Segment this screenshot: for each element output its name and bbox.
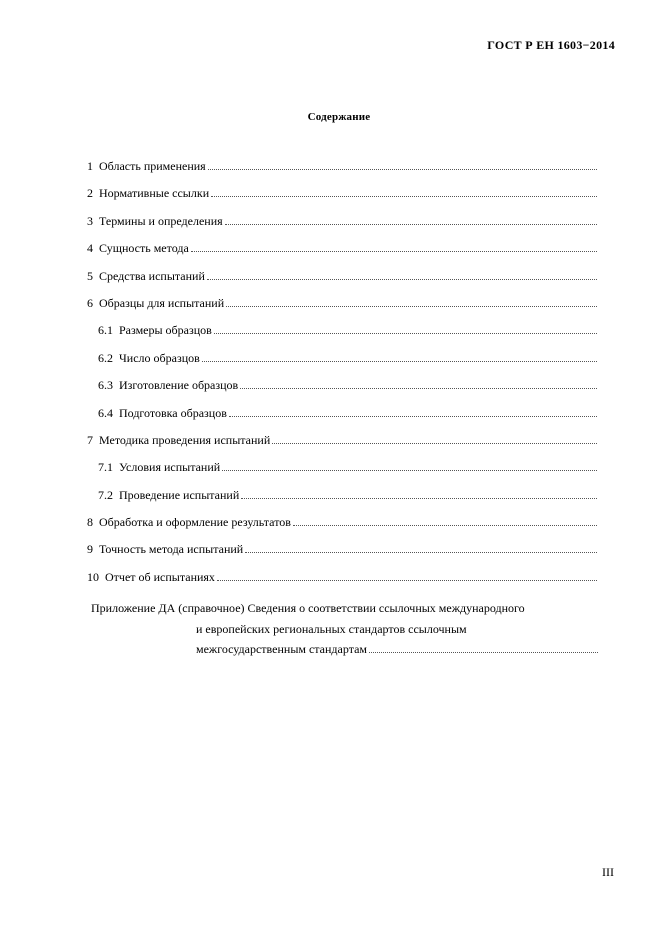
- toc-item-number: 7.1: [98, 460, 113, 475]
- dot-leader: [225, 215, 597, 225]
- page-number: III: [602, 865, 614, 879]
- toc-item-label: Изготовление образцов: [119, 378, 239, 393]
- toc-item-number: 1: [87, 159, 93, 173]
- toc-item-number: 3: [87, 213, 93, 228]
- toc-item-number: 6.4: [98, 405, 113, 420]
- dot-leader: [211, 187, 597, 197]
- appendix-line-1: [91, 598, 598, 619]
- toc-item-number: 2: [87, 186, 93, 201]
- dot-leader: [191, 242, 597, 252]
- toc-item-3[interactable]: [87, 214, 597, 241]
- toc-item-label: Нормативные ссылки: [99, 186, 210, 201]
- toc-item-number: 6.2: [98, 350, 113, 365]
- appendix-title-end: межгосударственным стандартам: [196, 642, 368, 656]
- toc-item-label: Отчет об испытаниях: [105, 569, 215, 584]
- toc-item-number: 7.2: [98, 487, 113, 502]
- toc-item-4[interactable]: [87, 241, 597, 268]
- toc-item-label: Область применения: [99, 159, 206, 173]
- toc-item-number: 10: [87, 569, 99, 584]
- toc-item-label: Термины и определения: [99, 213, 223, 228]
- toc-item-2[interactable]: [87, 186, 597, 213]
- toc-item-5[interactable]: [87, 269, 597, 296]
- dot-leader: [369, 643, 598, 653]
- appendix-line-3: [91, 639, 598, 660]
- toc-item-number: 8: [87, 515, 93, 530]
- toc-item-label: Образцы для испытаний: [99, 295, 225, 310]
- appendix-title: Приложение ДА (справочное) Сведения о соответствии ссылочных международного: [91, 601, 525, 615]
- toc-item-1[interactable]: [87, 159, 597, 186]
- toc-item-label: Число образцов: [119, 350, 200, 365]
- dot-leader: [240, 379, 597, 389]
- table-of-contents: [87, 159, 597, 597]
- dot-leader: [217, 571, 597, 581]
- toc-item-7[interactable]: [87, 433, 597, 460]
- toc-item-6[interactable]: [87, 296, 597, 323]
- toc-item-appendix[interactable]: [91, 598, 598, 660]
- toc-item-number: 7: [87, 432, 93, 447]
- dot-leader: [222, 461, 597, 471]
- toc-item-label: Обработка и оформление результатов: [99, 515, 291, 530]
- dot-leader: [208, 160, 597, 170]
- toc-item-label: Методика проведения испытаний: [99, 432, 271, 447]
- toc-item-number: 6: [87, 295, 93, 310]
- dot-leader: [202, 352, 597, 362]
- toc-item-number: 5: [87, 268, 93, 283]
- toc-item-label: Точность метода испытаний: [99, 542, 244, 557]
- toc-item-6-3[interactable]: [87, 378, 597, 405]
- toc-item-10[interactable]: [87, 570, 597, 597]
- appendix-line-2: [91, 619, 598, 640]
- dot-leader: [245, 543, 597, 553]
- toc-item-label: Условия испытаний: [119, 460, 221, 475]
- toc-item-7-2[interactable]: [87, 488, 597, 515]
- toc-item-8[interactable]: [87, 515, 597, 542]
- dot-leader: [226, 297, 597, 307]
- toc-item-number: 4: [87, 241, 93, 256]
- appendix-title-continued: и европейских региональных стандартов ссылочным: [196, 621, 467, 636]
- dot-leader: [229, 407, 597, 417]
- toc-item-9[interactable]: [87, 542, 597, 569]
- dot-leader: [207, 270, 597, 280]
- toc-item-number: 6.3: [98, 378, 113, 393]
- toc-item-6-2[interactable]: [87, 351, 597, 378]
- toc-item-label: Сущность метода: [99, 241, 189, 256]
- document-code: ГОСТ Р ЕН 1603−2014: [487, 38, 615, 52]
- toc-item-number: 6.1: [98, 323, 113, 338]
- toc-item-label: Проведение испытаний: [119, 487, 240, 502]
- toc-item-6-4[interactable]: [87, 406, 597, 433]
- dot-leader: [293, 516, 597, 526]
- toc-item-number: 9: [87, 542, 93, 557]
- page-title: Содержание: [307, 111, 371, 123]
- toc-item-7-1[interactable]: [87, 460, 597, 487]
- toc-item-label: Средства испытаний: [99, 268, 205, 283]
- dot-leader: [272, 434, 597, 444]
- dot-leader: [214, 324, 597, 334]
- dot-leader: [241, 489, 597, 499]
- toc-item-label: Подготовка образцов: [119, 405, 227, 420]
- toc-item-6-1[interactable]: [87, 323, 597, 350]
- toc-item-label: Размеры образцов: [119, 323, 212, 338]
